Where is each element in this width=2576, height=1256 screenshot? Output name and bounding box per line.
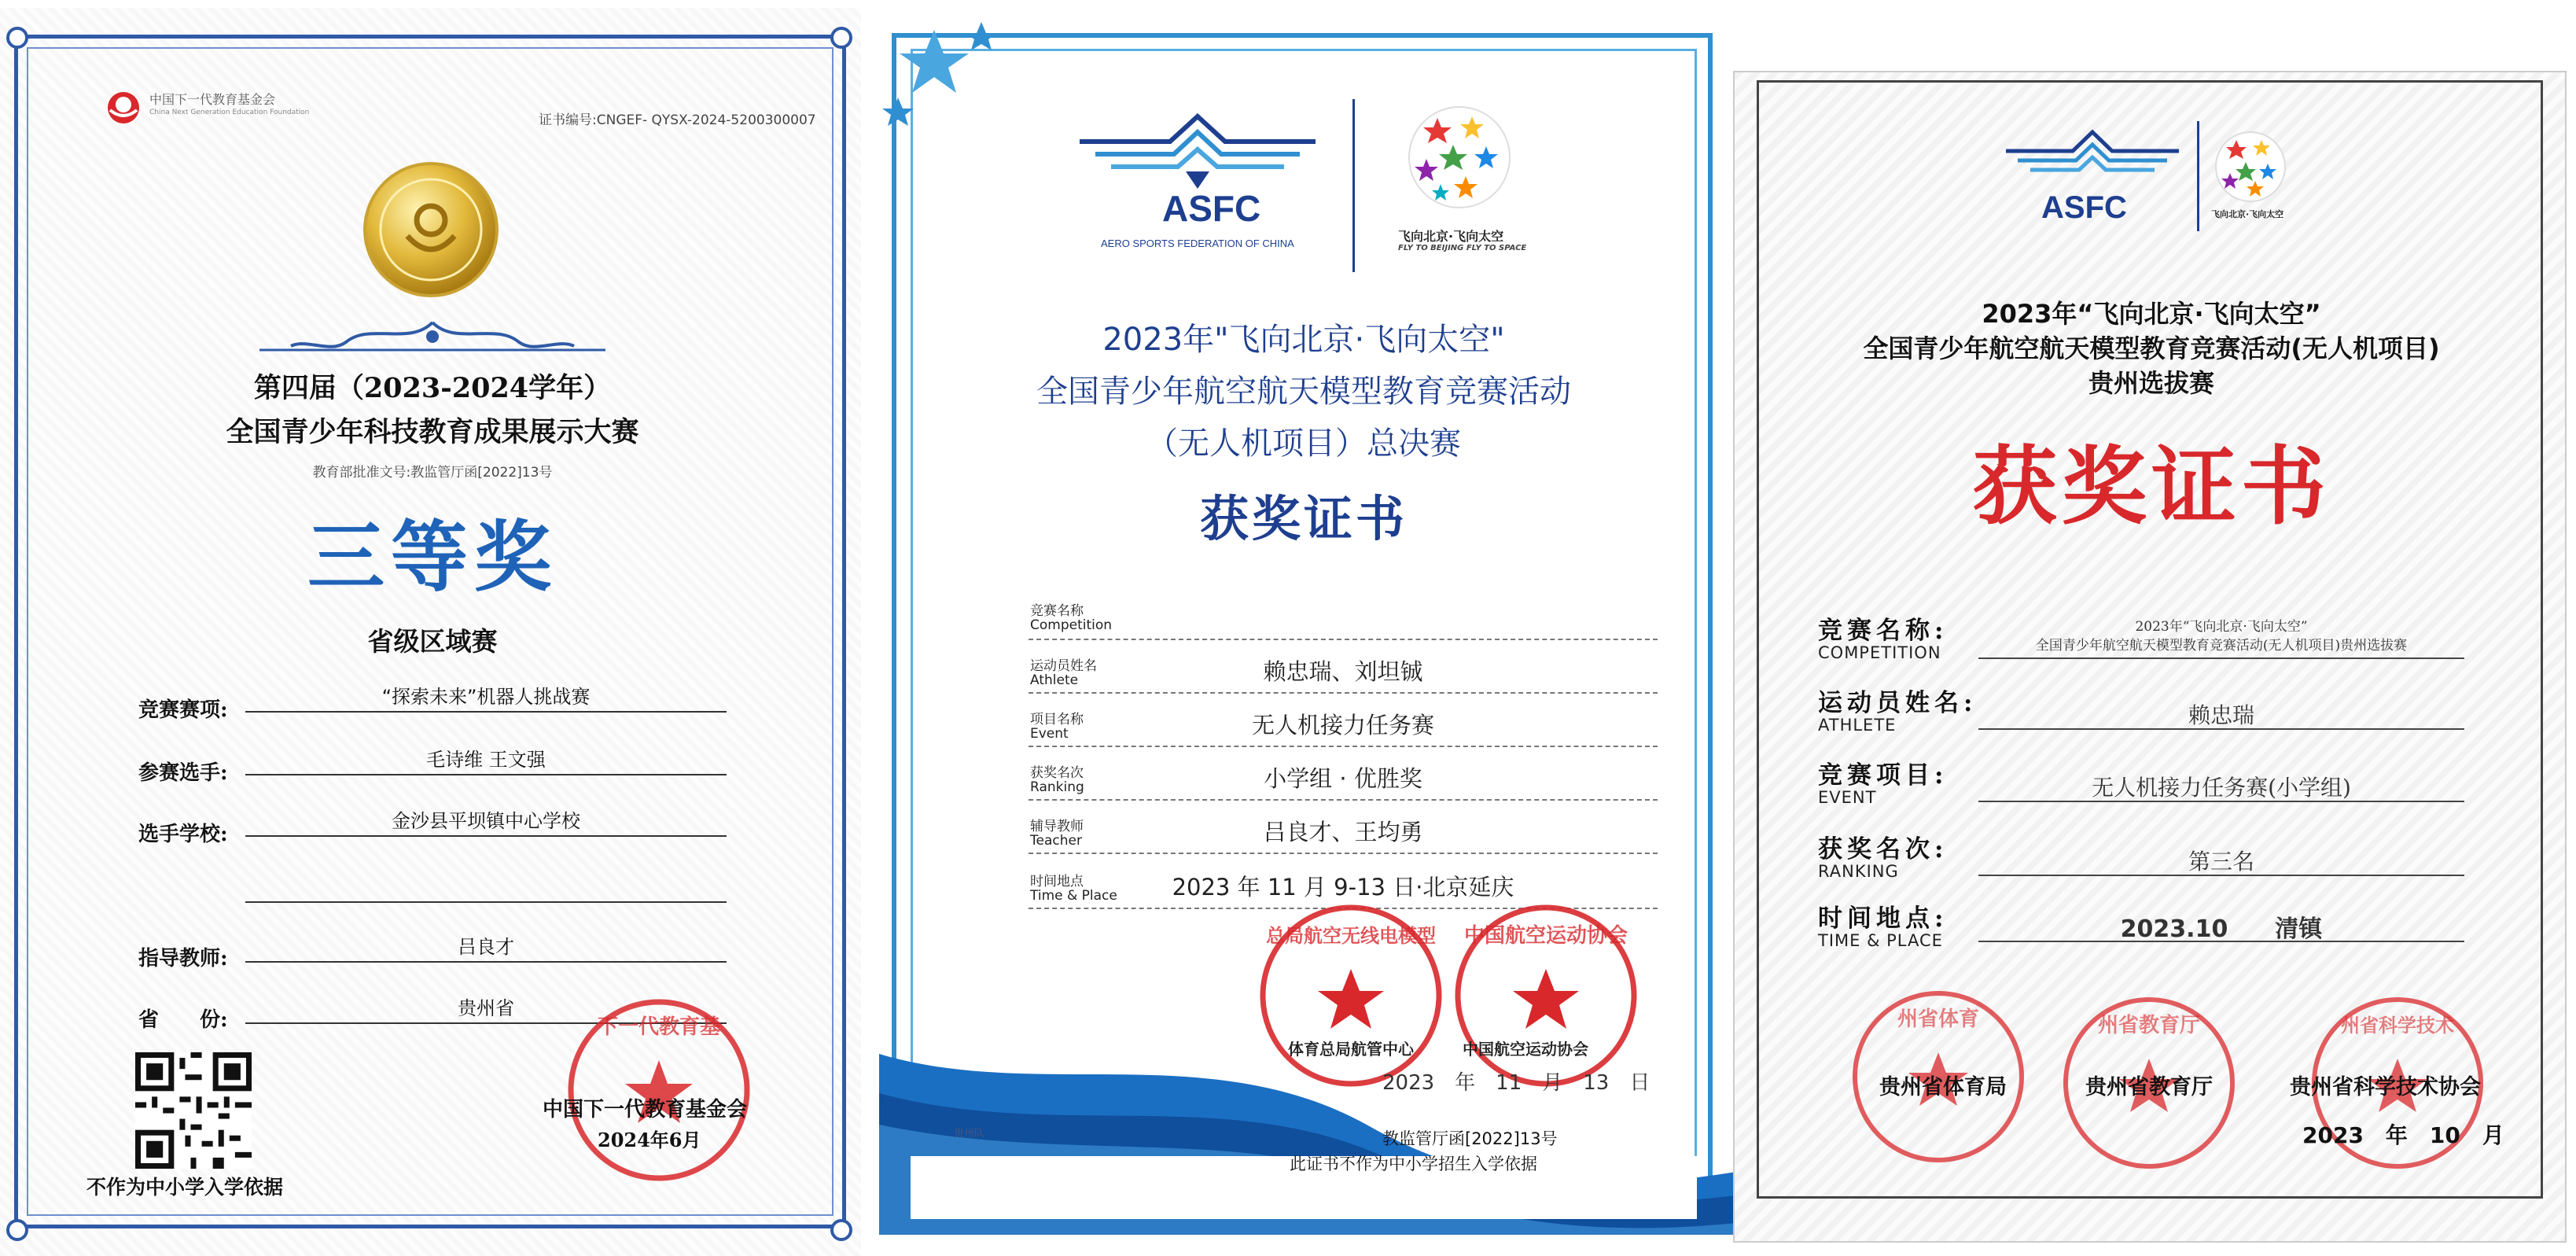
title-line-2: 全国青少年航空航天模型教育竞赛活动 bbox=[1036, 374, 1571, 410]
field-label-contestants: 参赛选手: bbox=[138, 761, 228, 785]
corner-ornament-icon bbox=[6, 1219, 28, 1241]
svg-text:中国航空运动协会: 中国航空运动协会 bbox=[1463, 924, 1628, 948]
row-value-athlete: 赖忠瑞、刘坦铖 bbox=[1263, 658, 1423, 685]
field-label-event-en: EVENT bbox=[1818, 788, 1877, 807]
row-label-athlete: 运动员姓名 Athlete bbox=[1030, 658, 1097, 688]
official-seal-icon bbox=[1257, 901, 1445, 1090]
row-divider bbox=[1029, 853, 1658, 854]
issuer-name-1: 体育总局航管中心 bbox=[1288, 1040, 1414, 1059]
svg-text:总局航空无线电模型: 总局航空无线电模型 bbox=[1266, 924, 1436, 947]
field-label-time-place: 时间地点: bbox=[1818, 904, 1949, 933]
row-divider bbox=[1029, 799, 1658, 801]
row-label-event: 项目名称 Event bbox=[1030, 712, 1084, 742]
region-level: 省级区域赛 bbox=[367, 626, 498, 657]
row-divider bbox=[1029, 746, 1658, 747]
logo-divider bbox=[2197, 121, 2199, 231]
disclaimer: 不作为中小学入学依据 bbox=[86, 1176, 284, 1199]
asfc-logo-text: ASFC bbox=[1162, 188, 1261, 229]
official-seal-icon bbox=[565, 996, 753, 1184]
field-label-competition: 竞赛名称: bbox=[1818, 617, 1949, 645]
row-value-teacher: 吕良才、王均勇 bbox=[1263, 819, 1423, 845]
fly-logo-en: FLY TO BEIJING FLY TO SPACE bbox=[1398, 244, 1527, 252]
field-value-event: “探索未来”机器人挑战赛 bbox=[245, 683, 727, 713]
issue-date: 2023 年 11 月 13 日 bbox=[1382, 1071, 1650, 1095]
disclaimer: 此证书不作为中小学招生入学依据 bbox=[1290, 1155, 1537, 1173]
title-line-1: 2023年"飞向北京·飞向太空" bbox=[1102, 322, 1505, 358]
row-value-ranking: 小学组 · 优胜奖 bbox=[1264, 765, 1422, 792]
ornament-divider-icon bbox=[252, 315, 613, 362]
competition-name-line-2: 全国青少年航空航天模型教育竞赛活动(无人机项目)贵州选拔赛 bbox=[2035, 638, 2408, 654]
competition-title: 全国青少年科技教育成果展示大赛 bbox=[226, 416, 639, 448]
logo-divider bbox=[1352, 99, 1355, 272]
field-value-athlete: 赖忠瑞 bbox=[1978, 698, 2464, 730]
field-label-province: 省 份: bbox=[138, 1008, 228, 1032]
svg-text:下一代教育基: 下一代教育基 bbox=[597, 1015, 721, 1039]
issuer-name-3: 贵州省科学技术协会 bbox=[2290, 1075, 2481, 1099]
field-label-athlete-en: ATHLETE bbox=[1818, 716, 1897, 735]
prize-level: 三等奖 bbox=[307, 512, 558, 602]
field-label-athlete: 运动员姓名: bbox=[1818, 689, 1978, 717]
corner-ornament-icon bbox=[830, 27, 852, 49]
team-name: 贵州队 bbox=[954, 1128, 985, 1140]
field-label-time-place-en: TIME & PLACE bbox=[1818, 931, 1943, 950]
asfc-wings-logo-icon bbox=[1076, 110, 1319, 197]
field-label-teacher: 指导教师: bbox=[138, 947, 228, 971]
row-divider bbox=[1029, 692, 1658, 694]
field-value-school: 金沙县平坝镇中心学校 bbox=[245, 807, 727, 837]
fly-to-space-ball-logo-icon bbox=[1404, 102, 1514, 212]
field-label-school: 选手学校: bbox=[138, 823, 228, 846]
asfc-wings-logo-icon bbox=[2002, 127, 2183, 190]
certificate-asfc-final bbox=[879, 24, 1736, 1235]
award-certificate-heading: 获奖证书 bbox=[1971, 437, 2331, 536]
title-line-1: 2023年“飞向北京·飞向太空” bbox=[1982, 299, 2321, 329]
competition-edition: 第四届（2023-2024学年） bbox=[253, 372, 612, 404]
gold-medal-icon bbox=[362, 160, 500, 299]
fly-logo-cn: 飞向北京·飞向太空 bbox=[1398, 229, 1504, 244]
qr-code-icon bbox=[135, 1052, 252, 1169]
issuer-name-2: 中国航空运动协会 bbox=[1463, 1040, 1588, 1059]
row-label-time-place: 时间地点 Time & Place bbox=[1030, 874, 1117, 904]
row-label-teacher: 辅导教师 Teacher bbox=[1030, 819, 1084, 849]
blank-line bbox=[245, 873, 727, 903]
title-line-2: 全国青少年航空航天模型教育竞赛活动(无人机项目) bbox=[1863, 333, 2440, 363]
fly-to-space-ball-logo-icon bbox=[2213, 129, 2288, 204]
fly-logo-text: 飞向北京·飞向太空 bbox=[2211, 209, 2284, 219]
foundation-name-en: China Next Generation Education Foundation bbox=[149, 109, 310, 116]
competition-name-line-1: 2023年“飞向北京·飞向太空” bbox=[2135, 619, 2308, 635]
corner-ornament-icon bbox=[830, 1219, 852, 1241]
svg-text:州省科学技术: 州省科学技术 bbox=[2341, 1014, 2454, 1037]
title-line-3: （无人机项目）总决赛 bbox=[1146, 425, 1461, 462]
certificate-number: 证书编号:CNGEF- QYSX-2024-5200300007 bbox=[539, 112, 816, 128]
row-value-event: 无人机接力任务赛 bbox=[1251, 712, 1434, 738]
field-label-competition-en: COMPETITION bbox=[1818, 643, 1941, 662]
field-label-ranking-en: RANKING bbox=[1818, 862, 1899, 881]
svg-text:州省教育厅: 州省教育厅 bbox=[2097, 1014, 2201, 1037]
certificate-tech-education bbox=[0, 8, 861, 1256]
award-certificate-heading: 获奖证书 bbox=[1199, 490, 1408, 547]
field-label-event: 竞赛赛项: bbox=[138, 698, 228, 722]
document-number: 教监管厅函[2022]13号 bbox=[1382, 1129, 1558, 1148]
issuer-name-2: 贵州省教育厅 bbox=[2085, 1075, 2213, 1099]
foundation-logo-icon bbox=[102, 90, 145, 126]
issuer-name-1: 贵州省体育局 bbox=[1879, 1075, 2007, 1099]
corner-ornament-icon bbox=[6, 27, 28, 49]
field-value-time-place: 2023.10 清镇 bbox=[1978, 909, 2464, 942]
row-label-competition: 竞赛名称 Competition bbox=[1030, 603, 1113, 633]
issuer-name: 中国下一代教育基金会 bbox=[543, 1098, 748, 1122]
approval-number: 教育部批准文号:教监管厅函[2022]13号 bbox=[312, 465, 553, 481]
certificate-guizhou-selection bbox=[1733, 71, 2567, 1243]
asfc-logo-text: ASFC bbox=[2041, 190, 2127, 225]
field-value-contestants: 毛诗维 王文强 bbox=[245, 746, 727, 775]
issue-date: 2024年6月 bbox=[598, 1129, 701, 1151]
foundation-name: 中国下一代教育基金会 bbox=[149, 92, 276, 107]
asfc-full-name: AERO SPORTS FEDERATION OF CHINA bbox=[1101, 238, 1294, 249]
field-value-event: 无人机接力任务赛(小学组) bbox=[1978, 771, 2464, 802]
row-divider bbox=[1029, 639, 1658, 640]
field-value-province: 贵州省 bbox=[245, 994, 727, 1024]
field-label-event: 竞赛项目: bbox=[1818, 761, 1949, 790]
field-underline bbox=[1978, 657, 2464, 659]
title-line-3: 贵州选拔赛 bbox=[2088, 368, 2214, 398]
row-value-time-place: 2023 年 11 月 9-13 日·北京延庆 bbox=[1172, 874, 1514, 901]
field-value-ranking: 第三名 bbox=[1978, 845, 2464, 876]
stars-decoration-icon bbox=[879, 22, 1005, 148]
issue-date: 2023 年 10 月 bbox=[2302, 1122, 2504, 1148]
official-seal-icon bbox=[1452, 901, 1640, 1090]
field-value-teacher: 吕良才 bbox=[245, 933, 727, 963]
row-label-ranking: 获奖名次 Ranking bbox=[1030, 765, 1084, 795]
field-label-ranking: 获奖名次: bbox=[1818, 835, 1949, 864]
svg-text:州省体育: 州省体育 bbox=[1897, 1007, 1980, 1031]
